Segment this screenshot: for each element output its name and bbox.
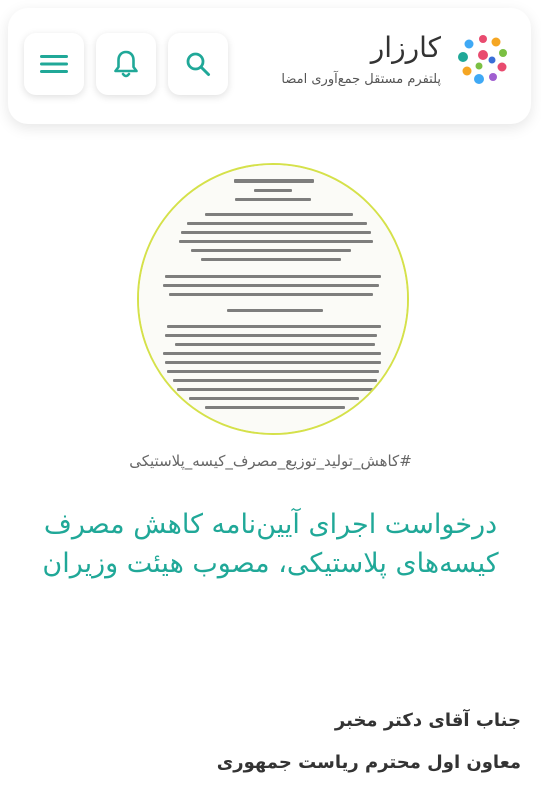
petition-hashtag[interactable]: #کاهش_تولید_توزیع_مصرف_کیسه_پلاستیکی — [129, 452, 412, 470]
recipient-name: جناب آقای دکتر مخبر — [334, 710, 521, 731]
menu-icon — [40, 53, 68, 75]
notifications-button[interactable] — [96, 33, 156, 95]
karzar-logo — [455, 31, 511, 87]
recipient-title: معاون اول محترم ریاست جمهوری — [216, 752, 521, 773]
site-header — [8, 8, 531, 124]
bell-icon — [113, 49, 139, 79]
brand[interactable] — [281, 30, 511, 87]
petition-document-image — [137, 163, 409, 435]
menu-button[interactable] — [24, 33, 84, 95]
search-button[interactable] — [168, 33, 228, 95]
brand-name: کارزار — [370, 31, 441, 64]
search-icon — [185, 51, 211, 77]
brand-tagline: پلتفرم مستقل جمع‌آوری امضا — [281, 72, 441, 87]
document-scan-illustration — [139, 165, 407, 433]
petition-title: درخواست اجرای آیین‌نامه کاهش مصرف کیسه‌های پلاستیکی، مصوب هیئت وزیران — [42, 509, 499, 579]
